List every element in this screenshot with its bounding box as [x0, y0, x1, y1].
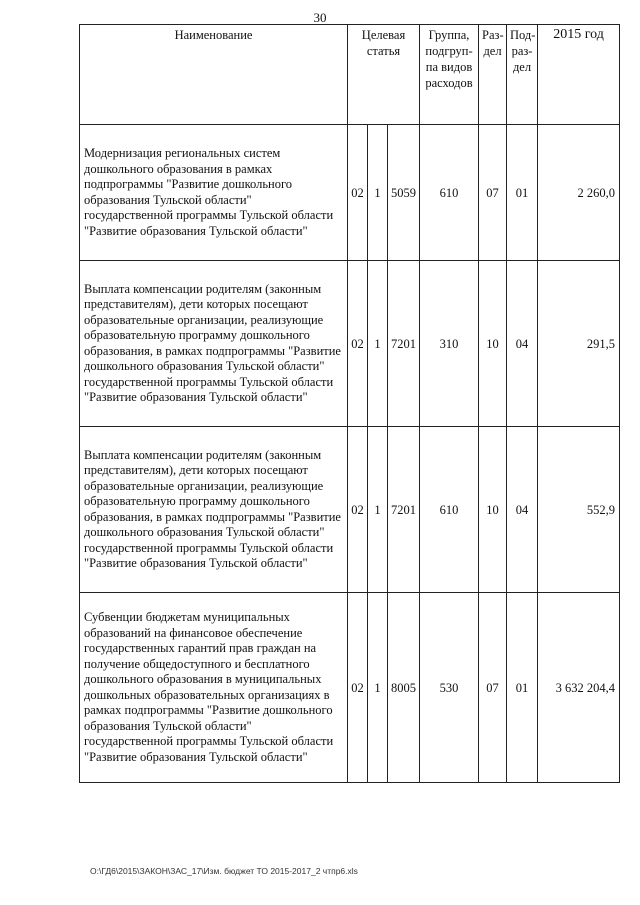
row-target-program: 02: [348, 593, 368, 783]
table-row: [80, 593, 620, 783]
table-row: [80, 125, 620, 261]
row-target-code: 5059: [388, 125, 420, 261]
table-row: [80, 261, 620, 427]
header-name: Наименование: [80, 25, 348, 125]
row-subsection: 04: [507, 427, 538, 593]
table-row: [80, 427, 620, 593]
row-target-subprogram: 1: [368, 125, 388, 261]
row-target-code: 7201: [388, 427, 420, 593]
row-group: 610: [420, 427, 479, 593]
row-subsection: 01: [507, 593, 538, 783]
row-amount: 552,9: [538, 427, 620, 593]
row-amount: 3 632 204,4: [538, 593, 620, 783]
row-group: 530: [420, 593, 479, 783]
row-target-code: 8005: [388, 593, 420, 783]
row-amount: 2 260,0: [538, 125, 620, 261]
file-path-footer: О:\ГД6\2015\ЗАКОН\ЗАС_17\Изм. бюджет ТО 2015-2017_2 чтпр6.xls: [90, 866, 358, 876]
row-target-subprogram: 1: [368, 261, 388, 427]
row-group: 610: [420, 125, 479, 261]
row-target-code: 7201: [388, 261, 420, 427]
table-header-row: [80, 25, 620, 125]
row-target-program: 02: [348, 427, 368, 593]
row-group: 310: [420, 261, 479, 427]
header-target: Целевая статья: [348, 25, 420, 125]
row-name: Модернизация региональных систем дошкольного образования в рамках подпрограммы "Развитие дошкольного образования Тульской области" государственной программы Тульской области "Развитие образования Тульской области": [80, 125, 348, 261]
row-target-subprogram: 1: [368, 593, 388, 783]
budget-table: [79, 24, 620, 783]
row-target-subprogram: 1: [368, 427, 388, 593]
page-number: 30: [313, 10, 327, 25]
row-subsection: 01: [507, 125, 538, 261]
row-section: 10: [479, 261, 507, 427]
row-name: Выплата компенсации родителям (законным представителям), дети которых посещают образовательные организации, реализующие образовательную программу дошкольного образования, в рамках подпрограммы "Развитие дошкольного образования Тульской области" государственной программы Тульской области "Развитие образования Тульской области": [80, 427, 348, 593]
row-section: 10: [479, 427, 507, 593]
header-group: Группа, подгруп-па видов расходов: [420, 25, 479, 125]
header-year: 2015 год: [538, 25, 620, 125]
row-section: 07: [479, 593, 507, 783]
header-section: Раз-дел: [479, 25, 507, 125]
header-subsection: Под-раз-дел: [507, 25, 538, 125]
row-amount: 291,5: [538, 261, 620, 427]
row-subsection: 04: [507, 261, 538, 427]
row-target-program: 02: [348, 261, 368, 427]
row-name: Субвенции бюджетам муниципальных образований на финансовое обеспечение государственных гарантий прав граждан на получение общедоступного и бесплатного дошкольного образования в муниципальных дошкольных образовательных организациях в рамках подпрограммы "Развитие дошкольного образования Тульской области" государственной программы Тульской области "Развитие образования Тульской области": [80, 593, 348, 783]
row-section: 07: [479, 125, 507, 261]
row-target-program: 02: [348, 125, 368, 261]
row-name: Выплата компенсации родителям (законным представителям), дети которых посещают образовательные организации, реализующие образовательную программу дошкольного образования, в рамках подпрограммы "Развитие дошкольного образования Тульской области" государственной программы Тульской области "Развитие образования Тульской области": [80, 261, 348, 427]
